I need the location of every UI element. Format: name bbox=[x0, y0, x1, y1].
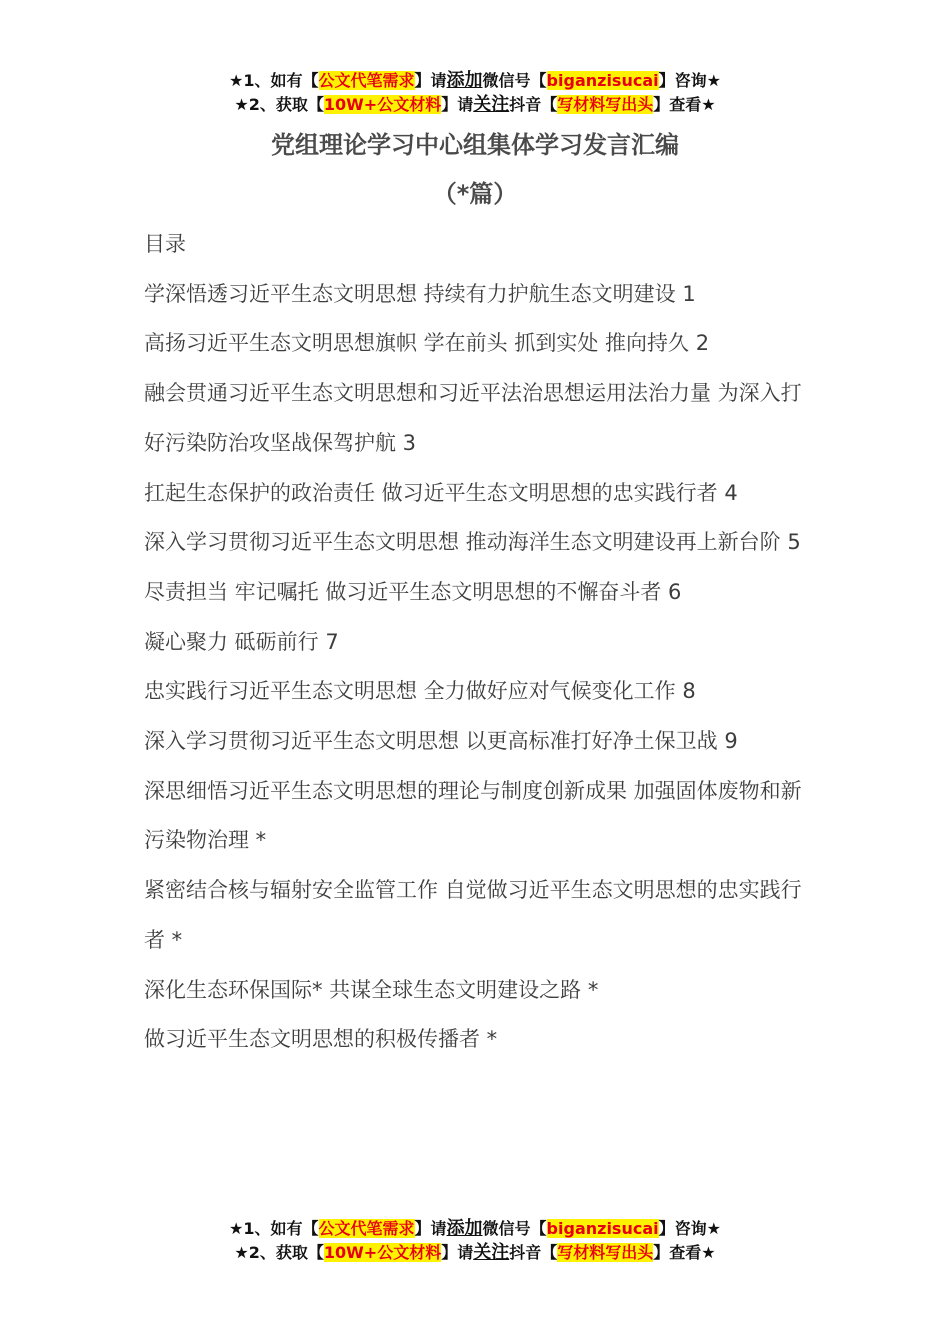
promo-line-1: ★1、如有【公文代笔需求】请添加微信号【biganzisucai】咨询★ bbox=[229, 70, 721, 91]
toc-item: 深化生态环保国际* 共谋全球生态文明建设之路 * bbox=[144, 977, 599, 1002]
promo-underline: 添加 bbox=[446, 70, 483, 91]
toc-item: 深入学习贯彻习近平生态文明思想 推动海洋生态文明建设再上新台阶 5 bbox=[144, 530, 801, 555]
promo-highlight: 公文代笔需求 bbox=[318, 71, 415, 90]
toc-item: 凝心聚力 砥砺前行 7 bbox=[144, 629, 339, 654]
toc-item: 融会贯通习近平生态文明思想和习近平法治思想运用法治力量 为深入打好污染防治攻坚战保驾护航 3 bbox=[144, 381, 802, 455]
toc-item: 紧密结合核与辐射安全监管工作 自觉做习近平生态文明思想的忠实践行者 * bbox=[144, 878, 802, 952]
toc-item: 深思细悟习近平生态文明思想的理论与制度创新成果 加强固体废物和新污染物治理 * bbox=[144, 778, 802, 853]
toc-item: 做习近平生态文明思想的积极传播者 * bbox=[144, 1027, 498, 1052]
promo-highlight: 10W+公文材料 bbox=[323, 95, 442, 114]
promo-douyin-id: 写材料写出头 bbox=[557, 1243, 654, 1262]
promo-highlight: 公文代笔需求 bbox=[318, 1219, 415, 1238]
promo-highlight: 10W+公文材料 bbox=[323, 1243, 442, 1262]
promo-underline: 添加 bbox=[446, 1218, 483, 1239]
toc-item: 尽责担当 牢记嘱托 做习近平生态文明思想的不懈奋斗者 6 bbox=[144, 579, 682, 604]
document-subtitle: （*篇） bbox=[432, 180, 518, 208]
document-title: 党组理论学习中心组集体学习发言汇编 bbox=[271, 131, 679, 159]
toc-item: 学深悟透习近平生态文明思想 持续有力护航生态文明建设 1 bbox=[144, 281, 696, 306]
table-of-contents bbox=[144, 220, 804, 1065]
toc-heading: 目录 bbox=[144, 232, 186, 256]
promo-banner-bottom bbox=[0, 1217, 950, 1265]
promo-wechat-id: biganzisucai bbox=[546, 1219, 659, 1238]
promo-underline: 关注 bbox=[473, 1242, 510, 1263]
promo-banner-top bbox=[0, 69, 950, 117]
promo-line-2: ★2、获取【10W+公文材料】请关注抖音【写材料写出头】查看★ bbox=[234, 94, 716, 115]
promo-underline: 关注 bbox=[473, 94, 510, 115]
toc-item: 深入学习贯彻习近平生态文明思想 以更高标准打好净土保卫战 9 bbox=[144, 729, 738, 754]
promo-line-1: ★1、如有【公文代笔需求】请添加微信号【biganzisucai】咨询★ bbox=[229, 1218, 721, 1239]
toc-item: 扛起生态保护的政治责任 做习近平生态文明思想的忠实践行者 4 bbox=[144, 480, 738, 505]
toc-item: 忠实践行习近平生态文明思想 全力做好应对气候变化工作 8 bbox=[144, 679, 696, 704]
toc-item: 高扬习近平生态文明思想旗帜 学在前头 抓到实处 推向持久 2 bbox=[144, 331, 710, 356]
promo-line-2: ★2、获取【10W+公文材料】请关注抖音【写材料写出头】查看★ bbox=[234, 1242, 716, 1263]
promo-douyin-id: 写材料写出头 bbox=[557, 95, 654, 114]
promo-wechat-id: biganzisucai bbox=[546, 71, 659, 90]
